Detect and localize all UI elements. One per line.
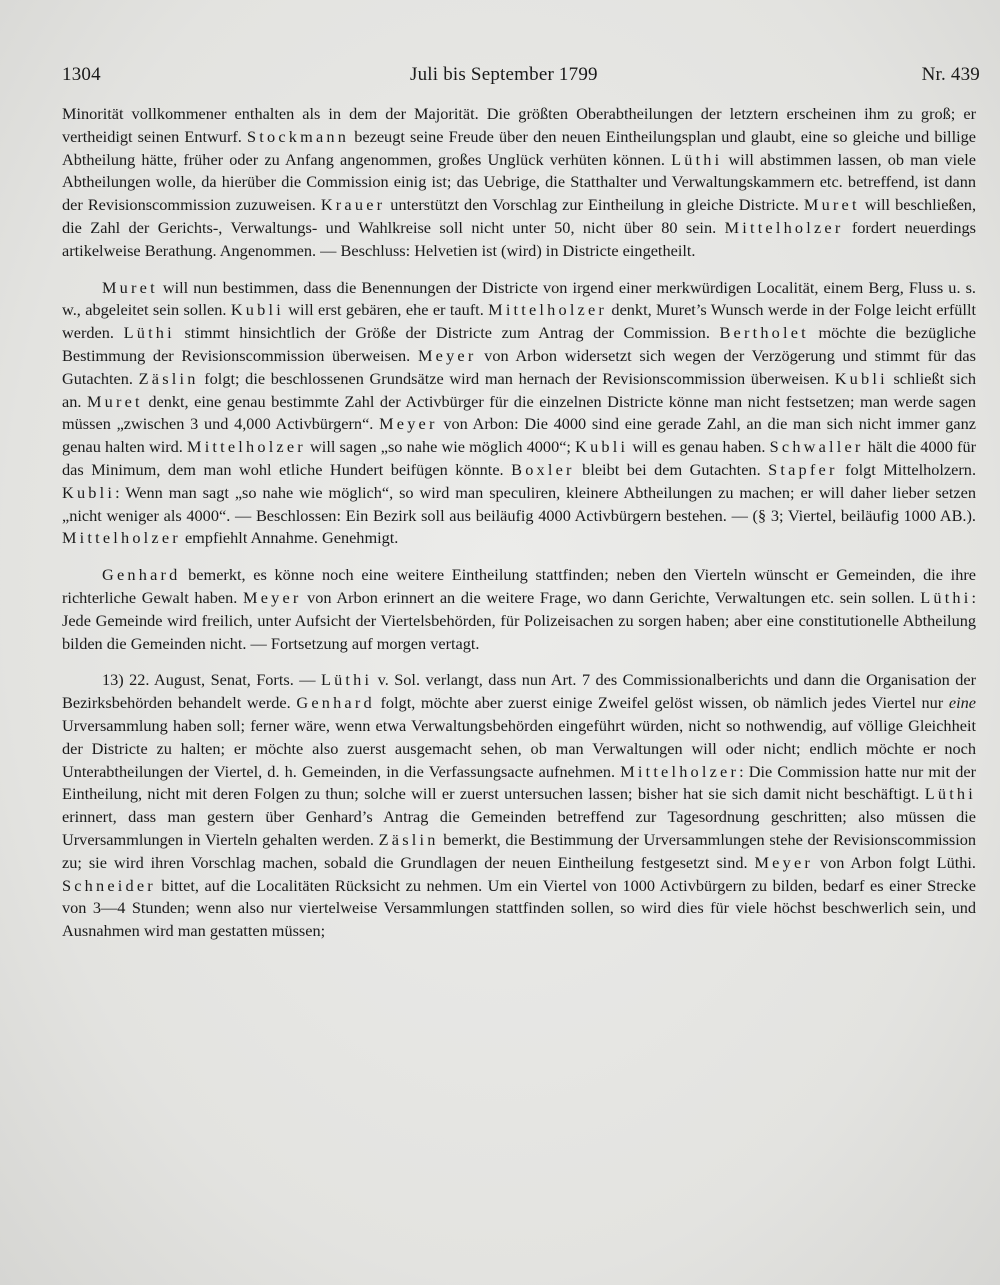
text-run: folgt; die beschlossenen Grundsätze wird man hernach der Revisionscommission überweisen. <box>198 368 835 388</box>
text-run: bittet, auf die Localitäten Rücksicht zu nehmen. Um ein Viertel von 1000 Activbürgern zu bilden, bedarf es einer Strecke von 3—4 Stunden; wenn also nur viertelweise Versammlungen stattfinden sollen, so wird dies für viele höchst beschwerlich sein, und Ausnahmen wird man gestatten müssen; <box>62 875 976 941</box>
text-run: von Arbon erinnert an die weitere Frage, wo dann Gerichte, Verwaltungen etc. sein sollen. <box>301 587 921 607</box>
speaker-name: Zäslin <box>378 829 439 849</box>
emphasis-text: eine <box>948 693 976 713</box>
paragraph-4 <box>62 669 976 943</box>
document-number: Nr. 439 <box>921 64 980 85</box>
text-run: von Arbon widersetzt sich wegen der Verzögerung und stimmt für das Gutachten. <box>62 345 976 388</box>
text-run: hält die 4000 für das Minimum, dem man wohl etliche Hundert beifügen könnte. <box>62 437 977 479</box>
text-run: fordert neuerdings artikelweise Berathung. Angenommen. — Beschluss: Helvetien ist (wird) in Districte eingetheilt. <box>62 217 977 260</box>
text-run: folgt Mittelholzern. <box>837 459 977 479</box>
speaker-name: Muret <box>86 391 143 411</box>
text-run: will erst gebären, ehe er tauft. <box>283 300 489 320</box>
speaker-name: Bertholet <box>719 323 809 343</box>
speaker-name: Krauer <box>320 195 386 215</box>
text-run: bezeugt seine Freude über den neuen Eintheilungsplan und glaubt, eine so gleiche und billige Abtheilung hätte, früher oder zu Anfang angenommen, großes Unglück verhüten können. <box>62 126 976 169</box>
text-run: bemerkt, es könne noch eine weitere Eintheilung stattfinden; neben den Vierteln wünscht er Gemeinden, die ihre richterliche Gewalt haben. <box>62 565 976 607</box>
text-run: will sagen „so nahe wie möglich 4000“; <box>305 437 576 457</box>
text-run: bemerkt, die Bestimmung der Urversammlungen stehe der Revisionscommission zu; sie wird ihren Vorschlag machen, sobald die Grundlagen der neuen Eintheilung festgesetzt sind. <box>62 829 976 872</box>
text-run: v. Sol. verlangt, dass nun Art. 7 des Commissionalberichts und dann die Organisation der Bezirksbehörden behandelt werde. <box>62 670 976 713</box>
speaker-name: Genhard <box>296 693 375 713</box>
text-run: denkt, eine genau bestimmte Zahl der Activbürger für die einzelnen Districte könne man nicht festsetzen; man werde sagen müssen „zwischen 3 und 4,000 Activbürgern“. <box>62 391 976 434</box>
speaker-name: Zäslin <box>138 368 199 388</box>
page-header <box>62 64 980 94</box>
paragraph-3 <box>62 564 976 655</box>
text-run: : Die Commission hatte nur mit der Eintheilung, nicht mit deren Folgen zu thun; solche will er zuerst untersuchen lassen; bisher hat sie sich damit nicht beschäftigt. <box>62 761 976 804</box>
speaker-name: Mittelholzer <box>724 217 844 237</box>
text-run: 13) 22. August, Senat, Forts. — <box>102 670 321 690</box>
speaker-name: Kubli <box>62 482 116 502</box>
paragraph-1 <box>62 103 976 263</box>
text-run: bleibt bei dem Gutachten. <box>574 459 769 479</box>
speaker-name: Muret <box>803 195 860 215</box>
text-run: von Arbon: Die 4000 sind eine gerade Zahl, an die man sich nicht immer ganz genau halten wird. <box>62 414 976 457</box>
speaker-name: Stapfer <box>768 459 838 479</box>
speaker-name: Lüthi <box>123 323 175 343</box>
page-number: 1304 <box>62 64 101 85</box>
text-run: erinnert, dass man gestern über Genhard’s Antrag die Gemeinden betreffend zur Tagesordnung geschritten; also müssen die Urversammlungen in Vierteln gehalten werden. <box>62 807 976 849</box>
text-run: Urversammlung haben soll; ferner wäre, wenn etwa Verwaltungsbehörden eingeführt würden, nicht so nothwendig, auf völlige Gleichheit der Districte zu halten; er möchte also zuerst ausgemacht sehen, ob man Verwaltungen will oder nicht; endlich möchte er noch Unterabtheilungen der Viertel, d. h. Gemeinden, in die Verfassungsacte aufnehmen. <box>62 715 976 781</box>
text-run: von Arbon folgt Lüthi. <box>813 852 976 872</box>
speaker-name: Boxler <box>511 459 575 479</box>
paragraph-2 <box>62 277 976 551</box>
text-run: : Wenn man sagt „so nahe wie möglich“, so wird man speculiren, kleinere Abtheilungen zu machen; er will daher lieber setzen „nicht weniger als 4000“. — Beschlossen: Ein Bezirk soll aus beiläufig 4000 Activbürgern bestehen. — (§ 3; Viertel, beiläufig 1000 AB.). <box>62 482 976 525</box>
speaker-name: Genhard <box>102 565 181 585</box>
text-run: will nun bestimmen, dass die Benennungen der Districte von irgend einer merkwürdigen Localität, einem Berg, Fluss u. s. w., abgeleitet sein sollen. <box>62 277 976 320</box>
text-run: unterstützt den Vorschlag zur Eintheilung in gleiche Districte. <box>385 195 804 215</box>
text-run: Minorität vollkommener enthalten als in dem der Majorität. Die größten Oberabtheilungen der letztern erscheinen ihm zu groß; er vertheidigt seinen Entwurf. <box>62 104 976 146</box>
speaker-name: Kubli <box>575 437 629 457</box>
running-title: Juli bis September 1799 <box>410 64 598 85</box>
text-run: will beschließen, die Zahl der Gerichts-, Verwaltungs- und Wahlkreise soll nicht unter 50, nicht über 80 sein. <box>62 195 977 237</box>
speaker-name: Mittelholzer <box>488 300 608 320</box>
speaker-name: Kubli <box>230 300 284 320</box>
speaker-name: Lüthi <box>920 587 972 607</box>
text-run: möchte die bezügliche Bestimmung der Revisionscommission überweisen. <box>62 323 976 365</box>
text-run: will abstimmen lassen, ob man viele Abtheilungen wolle, da hierüber die Commission einig ist; das Uebrige, die Statthalter und Verwaltungskammern etc. betreffend, ist dann der Revisionscommission zuzuweisen. <box>62 149 976 215</box>
speaker-name: Schneider <box>62 875 156 895</box>
speaker-name: Schwaller <box>769 437 864 457</box>
body-text <box>62 103 976 957</box>
text-run: : Jede Gemeinde wird freilich, unter Aufsicht der Viertelsbehörden, für Polizeisachen zu sorgen haben; aber eine constitutionelle Abtheilung bilden die Gemeinden nicht. — Fortsetzung auf morgen vertagt. <box>62 587 977 653</box>
text-run: will es genau haben. <box>628 437 770 457</box>
speaker-name: Lüthi <box>924 784 976 804</box>
text-run: denkt, Muret’s Wunsch werde in der Folge leicht erfüllt werden. <box>62 300 977 343</box>
speaker-name: Muret <box>102 277 158 297</box>
speaker-name: Mittelholzer <box>62 528 181 548</box>
speaker-name: Meyer <box>243 587 302 607</box>
speaker-name: Meyer <box>754 852 813 872</box>
text-run: schließt sich an. <box>62 368 977 411</box>
text-run: empfiehlt Annahme. Genehmigt. <box>180 528 399 548</box>
speaker-name: Lüthi <box>671 149 723 169</box>
speaker-name: Stockmann <box>247 126 350 146</box>
text-run: folgt, möchte aber zuerst einige Zweifel gelöst wissen, ob nämlich jedes Viertel nur <box>374 693 949 713</box>
speaker-name: Meyer <box>379 414 438 434</box>
speaker-name: Mittelholzer <box>187 437 306 457</box>
text-run: stimmt hinsichtlich der Größe der Districte zum Antrag der Commission. <box>174 323 720 343</box>
speaker-name: Lüthi <box>320 670 373 690</box>
speaker-name: Mittelholzer <box>620 761 740 781</box>
speaker-name: Meyer <box>417 345 477 365</box>
speaker-name: Kubli <box>834 368 888 388</box>
